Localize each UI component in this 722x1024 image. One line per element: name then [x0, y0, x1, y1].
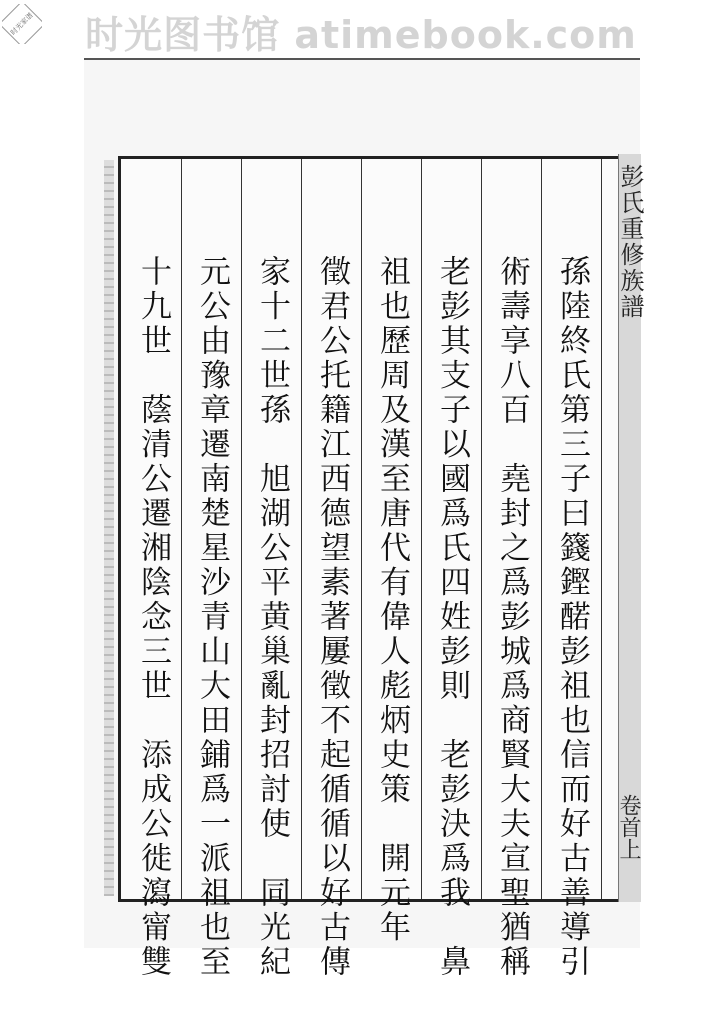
column-text: 家十二世孫 旭湖公平黄巢亂封招討使 同光紀: [254, 255, 290, 980]
text-column-6: [241, 159, 302, 980]
corner-logo-stamp: [2, 4, 42, 44]
text-column-8: [123, 159, 181, 980]
spine-gutter: [616, 154, 644, 902]
column-text: 老彭其支子以國爲氏四姓彭則 老彭決爲我 鼻: [434, 255, 470, 980]
text-column-5: [301, 159, 362, 980]
site-watermark: 时光图书馆 atimebook.com: [85, 13, 637, 57]
text-column-2: [481, 159, 542, 980]
column-text: 孫陸終氏第三子曰籛鏗䤀彭祖也信而好古善導引: [554, 255, 590, 980]
text-column-1: [541, 159, 602, 980]
spine-title: 彭氏重修族譜: [616, 164, 644, 320]
text-column-4: [361, 159, 422, 945]
column-text: 術壽享八百 堯封之爲彭城爲商賢大夫宣聖猶稱: [494, 255, 530, 980]
text-column-7: [181, 159, 242, 980]
svg-text:时光家谱: 时光家谱: [9, 11, 35, 37]
text-frame: [118, 156, 622, 980]
column-text: 祖也歷周及漢至唐代有偉人彪炳史策 開元年: [374, 255, 410, 945]
column-text: 十九世 蔭清公遷湘陰念三世 添成公徙瀉甯雙: [135, 255, 171, 980]
torn-page-edge: [104, 160, 114, 896]
column-text: 徵君公托籍江西德望素著屢徵不起循循以好古傳: [314, 255, 350, 980]
spine-volume-label: 卷首上: [616, 794, 641, 860]
column-text: 元公由豫章遷南楚星沙青山大田鋪爲一派祖也至: [194, 255, 230, 980]
text-column-3: [421, 159, 482, 980]
